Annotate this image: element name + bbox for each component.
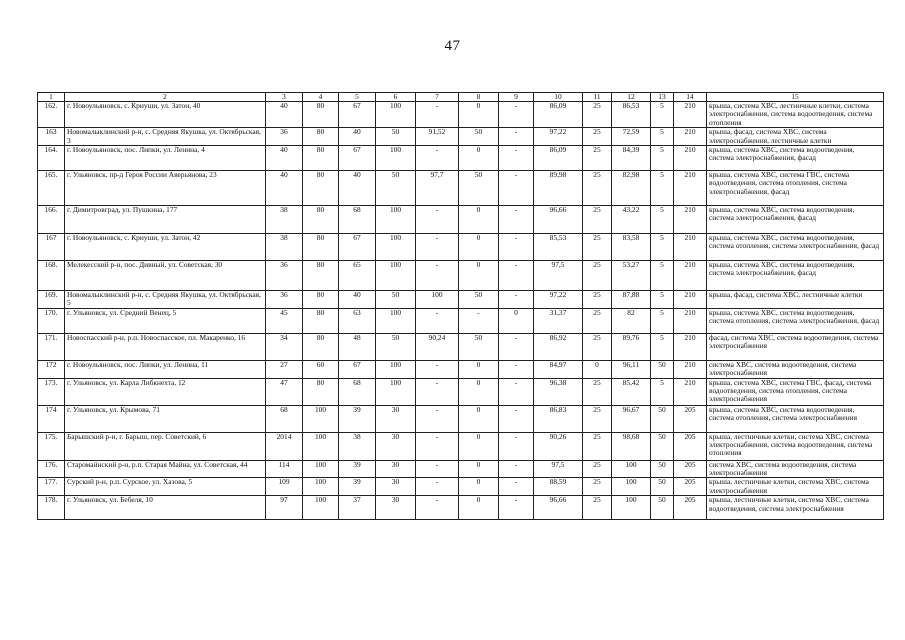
value-cell-c13: 5: [651, 171, 674, 206]
value-cell-c7: 90,24: [416, 333, 459, 360]
row-number: 172: [38, 360, 65, 378]
value-cell-c10: 90,26: [534, 432, 583, 460]
value-cell-c4: 80: [303, 171, 339, 206]
value-cell-c13: 50: [651, 460, 674, 478]
value-cell-c12: 82: [612, 308, 651, 333]
works-cell: система ХВС, система водоотведения, система электроснабжения: [707, 360, 884, 378]
value-cell-c11: 25: [583, 460, 612, 478]
value-cell-c8: 50: [459, 333, 499, 360]
value-cell-c14: 205: [674, 460, 707, 478]
column-number-14: 14: [674, 93, 707, 102]
value-cell-c5: 63: [339, 308, 376, 333]
value-cell-c13: 5: [651, 102, 674, 128]
value-cell-c5: 39: [339, 460, 376, 478]
value-cell-c5: 40: [339, 291, 376, 309]
value-cell-c10: 97,5: [534, 460, 583, 478]
row-number: 164.: [38, 146, 65, 171]
value-cell-c6: 50: [376, 291, 416, 309]
works-cell: крыша, система ХВС, лестничные клетки, система электроснабжения, система водоотведения, система отопления: [707, 102, 884, 128]
value-cell-c9: -: [499, 478, 534, 496]
column-number-2: 2: [65, 93, 266, 102]
value-cell-c10: 97,5: [534, 261, 583, 291]
works-cell: система ХВС, система водоотведения, система электроснабжения: [707, 460, 884, 478]
value-cell-c8: 50: [459, 291, 499, 309]
row-number: 162.: [38, 102, 65, 128]
value-cell-c3: 40: [266, 171, 303, 206]
row-number: 167: [38, 234, 65, 261]
value-cell-c3: 36: [266, 261, 303, 291]
value-cell-c14: 210: [674, 234, 707, 261]
value-cell-c8: 0: [459, 405, 499, 432]
table-row: [38, 291, 884, 309]
row-number: 163: [38, 128, 65, 146]
value-cell-c4: 80: [303, 234, 339, 261]
value-cell-c7: -: [416, 206, 459, 234]
row-number: 170.: [38, 308, 65, 333]
value-cell-c4: 100: [303, 460, 339, 478]
table-row: [38, 206, 884, 234]
value-cell-c12: 83,58: [612, 234, 651, 261]
value-cell-c11: 25: [583, 291, 612, 309]
works-cell: крыша, система ХВС, система водоотведения, система отопления, система электроснабжения, фасад: [707, 234, 884, 261]
value-cell-c11: 25: [583, 102, 612, 128]
value-cell-c13: 5: [651, 291, 674, 309]
value-cell-c10: 86,09: [534, 146, 583, 171]
works-cell: крыша, система ХВС, система водоотведения, система электроснабжения, фасад: [707, 206, 884, 234]
table-row: [38, 261, 884, 291]
value-cell-c8: 0: [459, 378, 499, 405]
value-cell-c8: 0: [459, 496, 499, 520]
page-number: 47: [444, 38, 461, 54]
value-cell-c12: 100: [612, 460, 651, 478]
value-cell-c8: 0: [459, 360, 499, 378]
value-cell-c4: 100: [303, 478, 339, 496]
value-cell-c10: 88,59: [534, 478, 583, 496]
value-cell-c13: 5: [651, 128, 674, 146]
value-cell-c4: 80: [303, 308, 339, 333]
column-number-11: 11: [583, 93, 612, 102]
value-cell-c11: 25: [583, 234, 612, 261]
works-cell: крыша, система ХВС, система ГВС, система водоотведения, система отопления, система электроснабжения, фасад: [707, 171, 884, 206]
value-cell-c6: 30: [376, 432, 416, 460]
works-cell: крыша, фасад, система ХВС, система электроснабжения, лестничные клетки: [707, 128, 884, 146]
value-cell-c14: 210: [674, 206, 707, 234]
value-cell-c7: -: [416, 478, 459, 496]
value-cell-c5: 48: [339, 333, 376, 360]
row-number: 176.: [38, 460, 65, 478]
address-cell: Сурский р-н, р.п. Сурское, ул. Хазова, 5: [65, 478, 266, 496]
value-cell-c5: 67: [339, 102, 376, 128]
value-cell-c11: 25: [583, 432, 612, 460]
value-cell-c13: 5: [651, 308, 674, 333]
address-cell: Мелекесский р-н, пос. Дивный, ул. Советская, 30: [65, 261, 266, 291]
value-cell-c8: 50: [459, 171, 499, 206]
value-cell-c13: 50: [651, 478, 674, 496]
value-cell-c4: 80: [303, 291, 339, 309]
value-cell-c11: 25: [583, 378, 612, 405]
value-cell-c14: 205: [674, 405, 707, 432]
value-cell-c13: 5: [651, 333, 674, 360]
value-cell-c3: 40: [266, 102, 303, 128]
value-cell-c11: 25: [583, 308, 612, 333]
works-cell: крыша, лестничные клетки, система ХВС, система электроснабжения, система водоотведения, система отопления: [707, 432, 884, 460]
value-cell-c13: 50: [651, 360, 674, 378]
works-cell: крыша, система ХВС, система водоотведения, система электроснабжения, фасад: [707, 146, 884, 171]
value-cell-c12: 43,22: [612, 206, 651, 234]
address-cell: г. Ульяновск, ул. Средний Венец, 5: [65, 308, 266, 333]
value-cell-c13: 5: [651, 261, 674, 291]
column-number-13: 13: [651, 93, 674, 102]
value-cell-c14: 210: [674, 360, 707, 378]
works-cell: крыша, лестничные клетки, система ХВС, система электроснабжения: [707, 478, 884, 496]
column-number-12: 12: [612, 93, 651, 102]
value-cell-c9: -: [499, 496, 534, 520]
value-cell-c14: 205: [674, 432, 707, 460]
row-number: 178.: [38, 496, 65, 520]
value-cell-c9: -: [499, 146, 534, 171]
value-cell-c6: 100: [376, 234, 416, 261]
works-cell: крыша, фасад, система ХВС, лестничные клетки: [707, 291, 884, 309]
value-cell-c7: -: [416, 234, 459, 261]
value-cell-c5: 67: [339, 360, 376, 378]
value-cell-c10: 97,22: [534, 291, 583, 309]
table-row: [38, 478, 884, 496]
value-cell-c9: -: [499, 261, 534, 291]
row-number: 166.: [38, 206, 65, 234]
value-cell-c13: 5: [651, 206, 674, 234]
value-cell-c7: -: [416, 146, 459, 171]
row-number: 175.: [38, 432, 65, 460]
value-cell-c4: 80: [303, 378, 339, 405]
table-row: [38, 234, 884, 261]
column-number-7: 7: [416, 93, 459, 102]
address-cell: г. Димитровград, ул. Пушкина, 177: [65, 206, 266, 234]
value-cell-c8: -: [459, 308, 499, 333]
value-cell-c8: 50: [459, 128, 499, 146]
value-cell-c12: 84,39: [612, 146, 651, 171]
works-cell: крыша, лестничные клетки, система ХВС, система водоотведения, система электроснабжения: [707, 496, 884, 520]
table-row: [38, 405, 884, 432]
value-cell-c10: 86,09: [534, 102, 583, 128]
value-cell-c4: 100: [303, 405, 339, 432]
value-cell-c14: 205: [674, 478, 707, 496]
value-cell-c6: 100: [376, 206, 416, 234]
address-cell: Новомалыклинский р-н, с. Средняя Якушка, ул. Октябрьская, 5: [65, 291, 266, 309]
value-cell-c6: 100: [376, 360, 416, 378]
value-cell-c14: 210: [674, 171, 707, 206]
value-cell-c14: 205: [674, 496, 707, 520]
table-row: [38, 171, 884, 206]
value-cell-c10: 96,38: [534, 378, 583, 405]
address-cell: г. Новоульяновск, пос. Липки, ул. Ленина, 11: [65, 360, 266, 378]
works-cell: крыша, система ХВС, система ГВС, фасад, система водоотведения, система отопления, система электроснабжения: [707, 378, 884, 405]
value-cell-c4: 80: [303, 128, 339, 146]
row-number: 177.: [38, 478, 65, 496]
value-cell-c13: 5: [651, 378, 674, 405]
value-cell-c9: -: [499, 291, 534, 309]
value-cell-c10: 97,22: [534, 128, 583, 146]
value-cell-c6: 100: [376, 102, 416, 128]
value-cell-c10: 31,37: [534, 308, 583, 333]
value-cell-c10: 96,66: [534, 206, 583, 234]
value-cell-c10: 86,83: [534, 405, 583, 432]
value-cell-c3: 68: [266, 405, 303, 432]
value-cell-c8: 0: [459, 102, 499, 128]
value-cell-c5: 39: [339, 478, 376, 496]
column-number-8: 8: [459, 93, 499, 102]
value-cell-c9: -: [499, 405, 534, 432]
value-cell-c8: 0: [459, 432, 499, 460]
table-row: [38, 102, 884, 128]
value-cell-c14: 210: [674, 146, 707, 171]
value-cell-c8: 0: [459, 460, 499, 478]
value-cell-c5: 40: [339, 128, 376, 146]
value-cell-c12: 96,11: [612, 360, 651, 378]
value-cell-c6: 30: [376, 496, 416, 520]
works-cell: крыша, система ХВС, система водоотведения, система отопления, система электроснабжения: [707, 405, 884, 432]
value-cell-c7: -: [416, 102, 459, 128]
value-cell-c3: 2014: [266, 432, 303, 460]
value-cell-c14: 210: [674, 378, 707, 405]
value-cell-c13: 50: [651, 405, 674, 432]
value-cell-c4: 80: [303, 206, 339, 234]
value-cell-c10: 89,98: [534, 171, 583, 206]
value-cell-c6: 30: [376, 405, 416, 432]
value-cell-c3: 97: [266, 496, 303, 520]
value-cell-c14: 210: [674, 128, 707, 146]
address-cell: Барышский р-н, г. Барыш, пер. Советский, 6: [65, 432, 266, 460]
value-cell-c7: 97,7: [416, 171, 459, 206]
value-cell-c5: 38: [339, 432, 376, 460]
value-cell-c14: 210: [674, 102, 707, 128]
column-number-1: 1: [38, 93, 65, 102]
column-number-4: 4: [303, 93, 339, 102]
value-cell-c5: 37: [339, 496, 376, 520]
value-cell-c12: 96,67: [612, 405, 651, 432]
works-cell: крыша, система ХВС, система водоотведения, система отопления, система электроснабжения, фасад: [707, 308, 884, 333]
row-number: 169.: [38, 291, 65, 309]
address-cell: г. Ульяновск, ул. Бебеля, 10: [65, 496, 266, 520]
value-cell-c14: 210: [674, 333, 707, 360]
value-cell-c8: 0: [459, 261, 499, 291]
column-number-9: 9: [499, 93, 534, 102]
value-cell-c7: -: [416, 432, 459, 460]
value-cell-c9: -: [499, 378, 534, 405]
address-cell: г. Новоульяновск, с. Криуши, ул. Затон, 42: [65, 234, 266, 261]
value-cell-c10: 85,53: [534, 234, 583, 261]
table-row: [38, 378, 884, 405]
table-row: [38, 496, 884, 520]
value-cell-c3: 38: [266, 206, 303, 234]
value-cell-c6: 30: [376, 478, 416, 496]
value-cell-c3: 45: [266, 308, 303, 333]
value-cell-c13: 50: [651, 496, 674, 520]
value-cell-c13: 50: [651, 432, 674, 460]
value-cell-c12: 86,53: [612, 102, 651, 128]
value-cell-c9: -: [499, 128, 534, 146]
value-cell-c8: 0: [459, 478, 499, 496]
value-cell-c4: 60: [303, 360, 339, 378]
address-cell: г. Ульяновск, пр-д Героя России Аверьянова, 23: [65, 171, 266, 206]
column-number-3: 3: [266, 93, 303, 102]
value-cell-c7: 91,52: [416, 128, 459, 146]
value-cell-c5: 68: [339, 206, 376, 234]
value-cell-c11: 25: [583, 261, 612, 291]
value-cell-c5: 40: [339, 171, 376, 206]
value-cell-c7: -: [416, 261, 459, 291]
value-cell-c3: 40: [266, 146, 303, 171]
address-cell: г. Новоульяновск, пос. Липки, ул. Ленина, 4: [65, 146, 266, 171]
value-cell-c4: 80: [303, 146, 339, 171]
value-cell-c7: -: [416, 360, 459, 378]
value-cell-c6: 100: [376, 261, 416, 291]
value-cell-c12: 98,68: [612, 432, 651, 460]
value-cell-c3: 36: [266, 128, 303, 146]
row-number: 168.: [38, 261, 65, 291]
table-row: [38, 308, 884, 333]
row-number: 173.: [38, 378, 65, 405]
value-cell-c12: 100: [612, 478, 651, 496]
value-cell-c11: 25: [583, 171, 612, 206]
value-cell-c5: 68: [339, 378, 376, 405]
value-cell-c9: -: [499, 460, 534, 478]
value-cell-c11: 0: [583, 360, 612, 378]
row-number: 174: [38, 405, 65, 432]
value-cell-c9: -: [499, 234, 534, 261]
value-cell-c4: 80: [303, 102, 339, 128]
repair-schedule-table: [37, 92, 884, 520]
address-cell: Старомайнский р-н, р.п. Старая Майна, ул. Советская, 44: [65, 460, 266, 478]
address-cell: Новоспасский р-н, р.п. Новоспасское, пл. Макаренко, 16: [65, 333, 266, 360]
value-cell-c5: 67: [339, 234, 376, 261]
value-cell-c5: 67: [339, 146, 376, 171]
table-row: [38, 333, 884, 360]
value-cell-c6: 50: [376, 128, 416, 146]
table-row: [38, 432, 884, 460]
value-cell-c9: -: [499, 333, 534, 360]
column-number-5: 5: [339, 93, 376, 102]
value-cell-c12: 85,42: [612, 378, 651, 405]
value-cell-c8: 0: [459, 206, 499, 234]
column-number-15: 15: [707, 93, 884, 102]
address-cell: Новомалыклинский р-н, с. Средняя Якушка, ул. Октябрьская, 3: [65, 128, 266, 146]
value-cell-c3: 34: [266, 333, 303, 360]
value-cell-c3: 114: [266, 460, 303, 478]
value-cell-c14: 210: [674, 308, 707, 333]
value-cell-c4: 80: [303, 333, 339, 360]
value-cell-c4: 100: [303, 496, 339, 520]
value-cell-c9: -: [499, 102, 534, 128]
row-number: 171.: [38, 333, 65, 360]
value-cell-c6: 50: [376, 333, 416, 360]
table-row: [38, 128, 884, 146]
value-cell-c11: 25: [583, 333, 612, 360]
column-number-10: 10: [534, 93, 583, 102]
column-numbers-row: [38, 93, 884, 102]
value-cell-c14: 210: [674, 291, 707, 309]
row-number: 165.: [38, 171, 65, 206]
value-cell-c10: 86,92: [534, 333, 583, 360]
value-cell-c9: -: [499, 432, 534, 460]
works-cell: фасад, система ХВС, система водоотведения, система электроснабжения: [707, 333, 884, 360]
value-cell-c5: 65: [339, 261, 376, 291]
value-cell-c3: 38: [266, 234, 303, 261]
value-cell-c11: 25: [583, 146, 612, 171]
value-cell-c13: 5: [651, 234, 674, 261]
table-row: [38, 460, 884, 478]
value-cell-c11: 25: [583, 496, 612, 520]
works-cell: крыша, система ХВС, система водоотведения, система электроснабжения, фасад: [707, 261, 884, 291]
table-row: [38, 146, 884, 171]
value-cell-c7: 100: [416, 291, 459, 309]
value-cell-c10: 84,97: [534, 360, 583, 378]
address-cell: г. Ульяновск, ул. Карла Либкнехта, 12: [65, 378, 266, 405]
value-cell-c6: 30: [376, 460, 416, 478]
value-cell-c5: 39: [339, 405, 376, 432]
value-cell-c9: -: [499, 360, 534, 378]
value-cell-c7: -: [416, 460, 459, 478]
value-cell-c12: 100: [612, 496, 651, 520]
value-cell-c10: 96,66: [534, 496, 583, 520]
value-cell-c8: 0: [459, 146, 499, 171]
value-cell-c12: 53,27: [612, 261, 651, 291]
value-cell-c7: -: [416, 496, 459, 520]
value-cell-c3: 27: [266, 360, 303, 378]
value-cell-c11: 25: [583, 478, 612, 496]
value-cell-c6: 100: [376, 378, 416, 405]
value-cell-c6: 100: [376, 308, 416, 333]
address-cell: г. Новоульяновск, с. Криуши, ул. Затон, 40: [65, 102, 266, 128]
value-cell-c7: -: [416, 405, 459, 432]
value-cell-c8: 0: [459, 234, 499, 261]
value-cell-c7: -: [416, 308, 459, 333]
value-cell-c3: 36: [266, 291, 303, 309]
value-cell-c13: 5: [651, 146, 674, 171]
value-cell-c6: 100: [376, 146, 416, 171]
value-cell-c14: 210: [674, 261, 707, 291]
value-cell-c3: 47: [266, 378, 303, 405]
value-cell-c6: 50: [376, 171, 416, 206]
value-cell-c4: 80: [303, 261, 339, 291]
value-cell-c12: 82,98: [612, 171, 651, 206]
value-cell-c11: 25: [583, 128, 612, 146]
column-number-6: 6: [376, 93, 416, 102]
value-cell-c12: 72,59: [612, 128, 651, 146]
value-cell-c11: 25: [583, 206, 612, 234]
value-cell-c11: 25: [583, 405, 612, 432]
value-cell-c9: 0: [499, 308, 534, 333]
value-cell-c9: -: [499, 206, 534, 234]
value-cell-c4: 100: [303, 432, 339, 460]
value-cell-c12: 89,76: [612, 333, 651, 360]
value-cell-c7: -: [416, 378, 459, 405]
table-row: [38, 360, 884, 378]
value-cell-c3: 109: [266, 478, 303, 496]
value-cell-c9: -: [499, 171, 534, 206]
value-cell-c12: 87,88: [612, 291, 651, 309]
address-cell: г. Ульяновск, ул. Крымова, 71: [65, 405, 266, 432]
